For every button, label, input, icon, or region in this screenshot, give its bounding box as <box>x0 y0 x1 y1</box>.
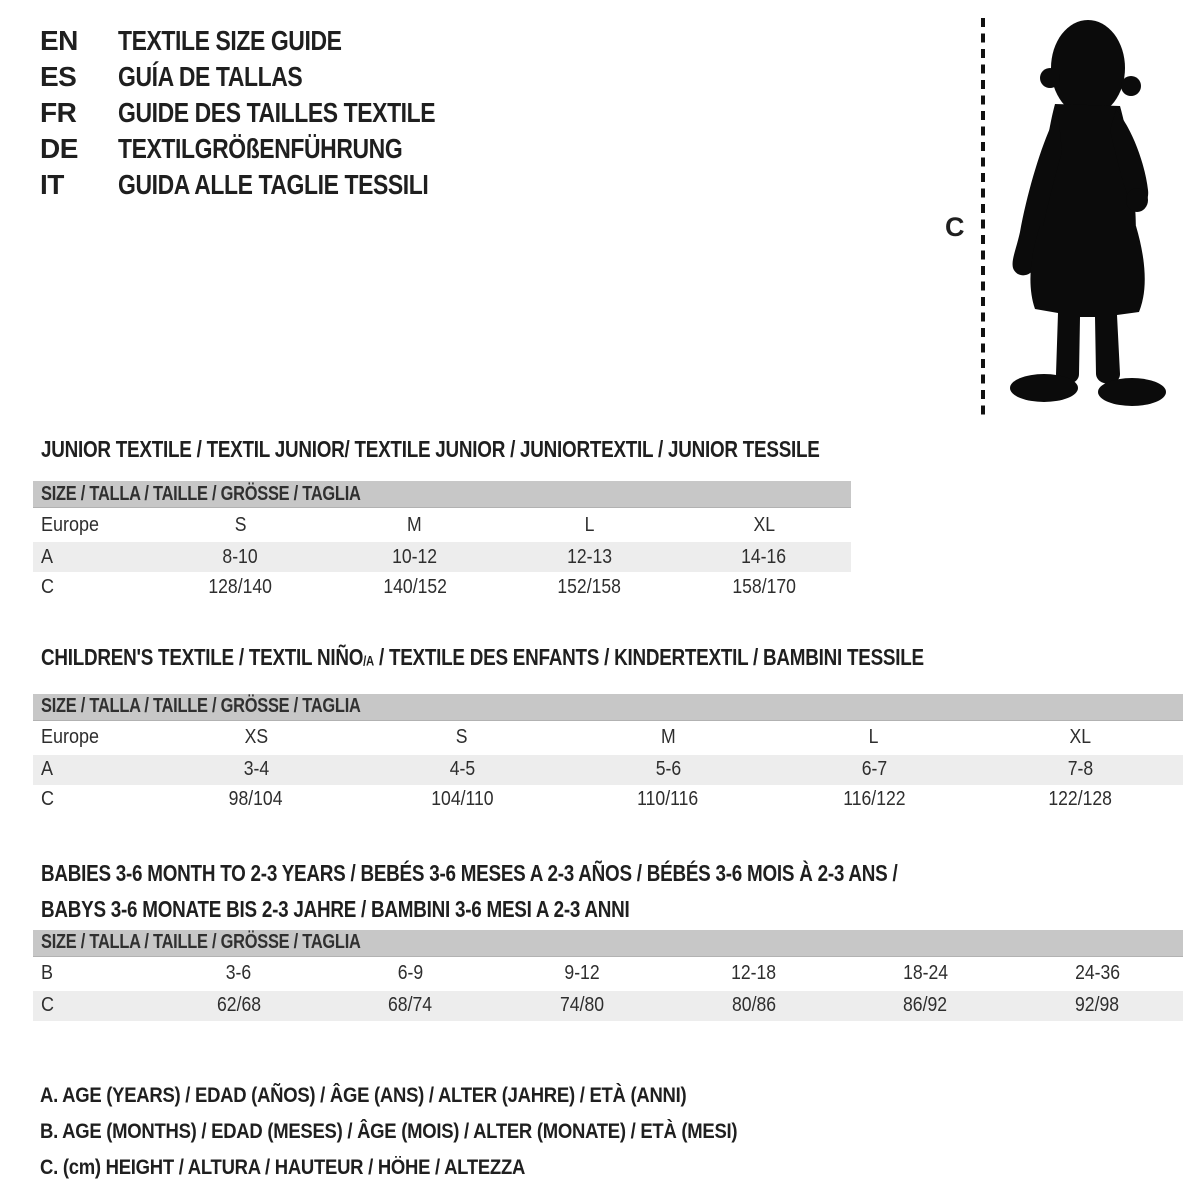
lang-code-en: EN <box>40 25 78 56</box>
table-cell: XL <box>752 513 775 536</box>
lang-title-en: TEXTILE SIZE GUIDE <box>118 25 342 56</box>
table-cell: S <box>456 726 468 749</box>
children-section <box>33 645 1183 815</box>
table-cell: 14-16 <box>741 545 787 568</box>
table-cell: 110/116 <box>637 788 699 811</box>
table-cell: S <box>234 513 247 536</box>
babies-section <box>33 855 1183 1021</box>
row-label: C <box>41 788 55 811</box>
table-cell: 3-4 <box>243 758 269 781</box>
table-cell: 116/122 <box>842 788 906 811</box>
junior-size-bar <box>33 481 851 508</box>
table-cell: 3-6 <box>226 962 252 985</box>
babies-size-bar <box>33 930 1183 957</box>
table-cell: M <box>660 726 676 749</box>
header <box>33 0 1183 437</box>
row-label: A <box>41 545 54 568</box>
table-row <box>33 785 1183 815</box>
table-cell: 68/74 <box>388 994 433 1017</box>
row-label: Europe <box>41 726 100 749</box>
table-cell: 74/80 <box>560 994 605 1017</box>
table-cell: 104/110 <box>430 788 494 811</box>
table-cell: 86/92 <box>903 994 948 1017</box>
table-cell: 98/104 <box>229 788 283 811</box>
lang-title-fr: GUIDE DES TAILLES TEXTILE <box>118 97 436 128</box>
table-cell: 152/158 <box>557 575 622 598</box>
table-cell: M <box>407 513 423 536</box>
lang-code-de: DE <box>40 133 78 164</box>
table-row <box>33 572 851 602</box>
table-cell: 12-18 <box>731 962 777 985</box>
babies-heading-line2: BABYS 3-6 MONATE BIS 2-3 JAHRE / BAMBINI 3-6 MESI A 2-3 ANNI <box>41 895 630 922</box>
table-row <box>33 542 851 572</box>
row-label: C <box>41 575 55 598</box>
measure-c-label: C <box>945 212 965 242</box>
children-size-bar-label: SIZE / TALLA / TAILLE / GRÖSSE / TAGLIA <box>41 695 361 718</box>
table-cell: 8-10 <box>222 545 258 568</box>
table-cell: 158/170 <box>731 575 796 598</box>
babies-size-bar-label: SIZE / TALLA / TAILLE / GRÖSSE / TAGLIA <box>41 931 361 954</box>
table-cell: XS <box>244 726 268 749</box>
table-row <box>33 721 1183 755</box>
children-heading: CHILDREN'S TEXTILE / TEXTIL NIÑO/A / TEXTILE DES ENFANTS / KINDERTEXTIL / BAMBINI TESSILE <box>41 644 924 670</box>
table-cell: 6-7 <box>861 758 887 781</box>
lang-title-it: GUIDA ALLE TAGLIE TESSILI <box>118 169 429 200</box>
lang-code-fr: FR <box>40 97 77 128</box>
row-label: C <box>41 994 55 1017</box>
table-cell: 122/128 <box>1048 788 1112 811</box>
lang-title-es: GUÍA DE TALLAS <box>118 61 303 92</box>
row-label: A <box>41 758 54 781</box>
babies-heading-line1: BABIES 3-6 MONTH TO 2-3 YEARS / BEBÉS 3-6 MESES A 2-3 AÑOS / BÉBÉS 3-6 MOIS À 2-3 ANS / <box>41 859 898 886</box>
lang-code-es: ES <box>40 61 77 92</box>
table-cell: 10-12 <box>392 545 438 568</box>
table-cell: L <box>869 726 879 749</box>
lang-title-de: TEXTILGRÖßENFÜHRUNG <box>118 133 403 164</box>
children-heading-sub: /A <box>363 653 374 669</box>
lang-code-it: IT <box>40 169 64 200</box>
table-cell: 24-36 <box>1074 962 1120 985</box>
table-cell: 5-6 <box>655 758 681 781</box>
table-row <box>33 957 1183 991</box>
junior-section <box>33 437 1183 602</box>
legend-line-a: A. AGE (YEARS) / EDAD (AÑOS) / ÂGE (ANS) / ALTER (JAHRE) / ETÀ (ANNI) <box>40 1083 687 1107</box>
table-cell: 140/152 <box>382 575 447 598</box>
table-cell: 6-9 <box>397 962 424 985</box>
table-cell: 4-5 <box>449 758 475 781</box>
table-cell: XL <box>1069 726 1091 749</box>
toddler-silhouette-icon <box>998 16 1173 418</box>
table-row <box>33 755 1183 785</box>
language-list <box>40 26 505 199</box>
table-row <box>33 991 1183 1021</box>
table-cell: 7-8 <box>1067 758 1093 781</box>
table-cell: 92/98 <box>1075 994 1120 1017</box>
table-cell: 12-13 <box>566 545 612 568</box>
table-cell: 80/86 <box>731 994 776 1017</box>
children-size-bar <box>33 694 1183 721</box>
table-row <box>33 508 851 542</box>
table-cell: 9-12 <box>564 962 600 985</box>
junior-heading: JUNIOR TEXTILE / TEXTIL JUNIOR/ TEXTILE JUNIOR / JUNIORTEXTIL / JUNIOR TESSILE <box>41 436 820 462</box>
height-measure-figure <box>905 10 1195 425</box>
dashed-height-line <box>979 16 987 418</box>
table-cell: L <box>584 513 595 536</box>
junior-size-bar-label: SIZE / TALLA / TAILLE / GRÖSSE / TAGLIA <box>41 482 361 505</box>
legend <box>40 1078 1183 1186</box>
row-label: Europe <box>41 513 100 536</box>
table-cell: 18-24 <box>903 962 949 985</box>
row-label: B <box>41 962 54 985</box>
legend-line-c: C. (cm) HEIGHT / ALTURA / HAUTEUR / HÖHE / ALTEZZA <box>40 1155 526 1179</box>
legend-line-b: B. AGE (MONTHS) / EDAD (MESES) / ÂGE (MOIS) / ALTER (MONATE) / ETÀ (MESI) <box>40 1119 738 1143</box>
table-cell: 128/140 <box>208 575 273 598</box>
table-cell: 62/68 <box>216 994 261 1017</box>
